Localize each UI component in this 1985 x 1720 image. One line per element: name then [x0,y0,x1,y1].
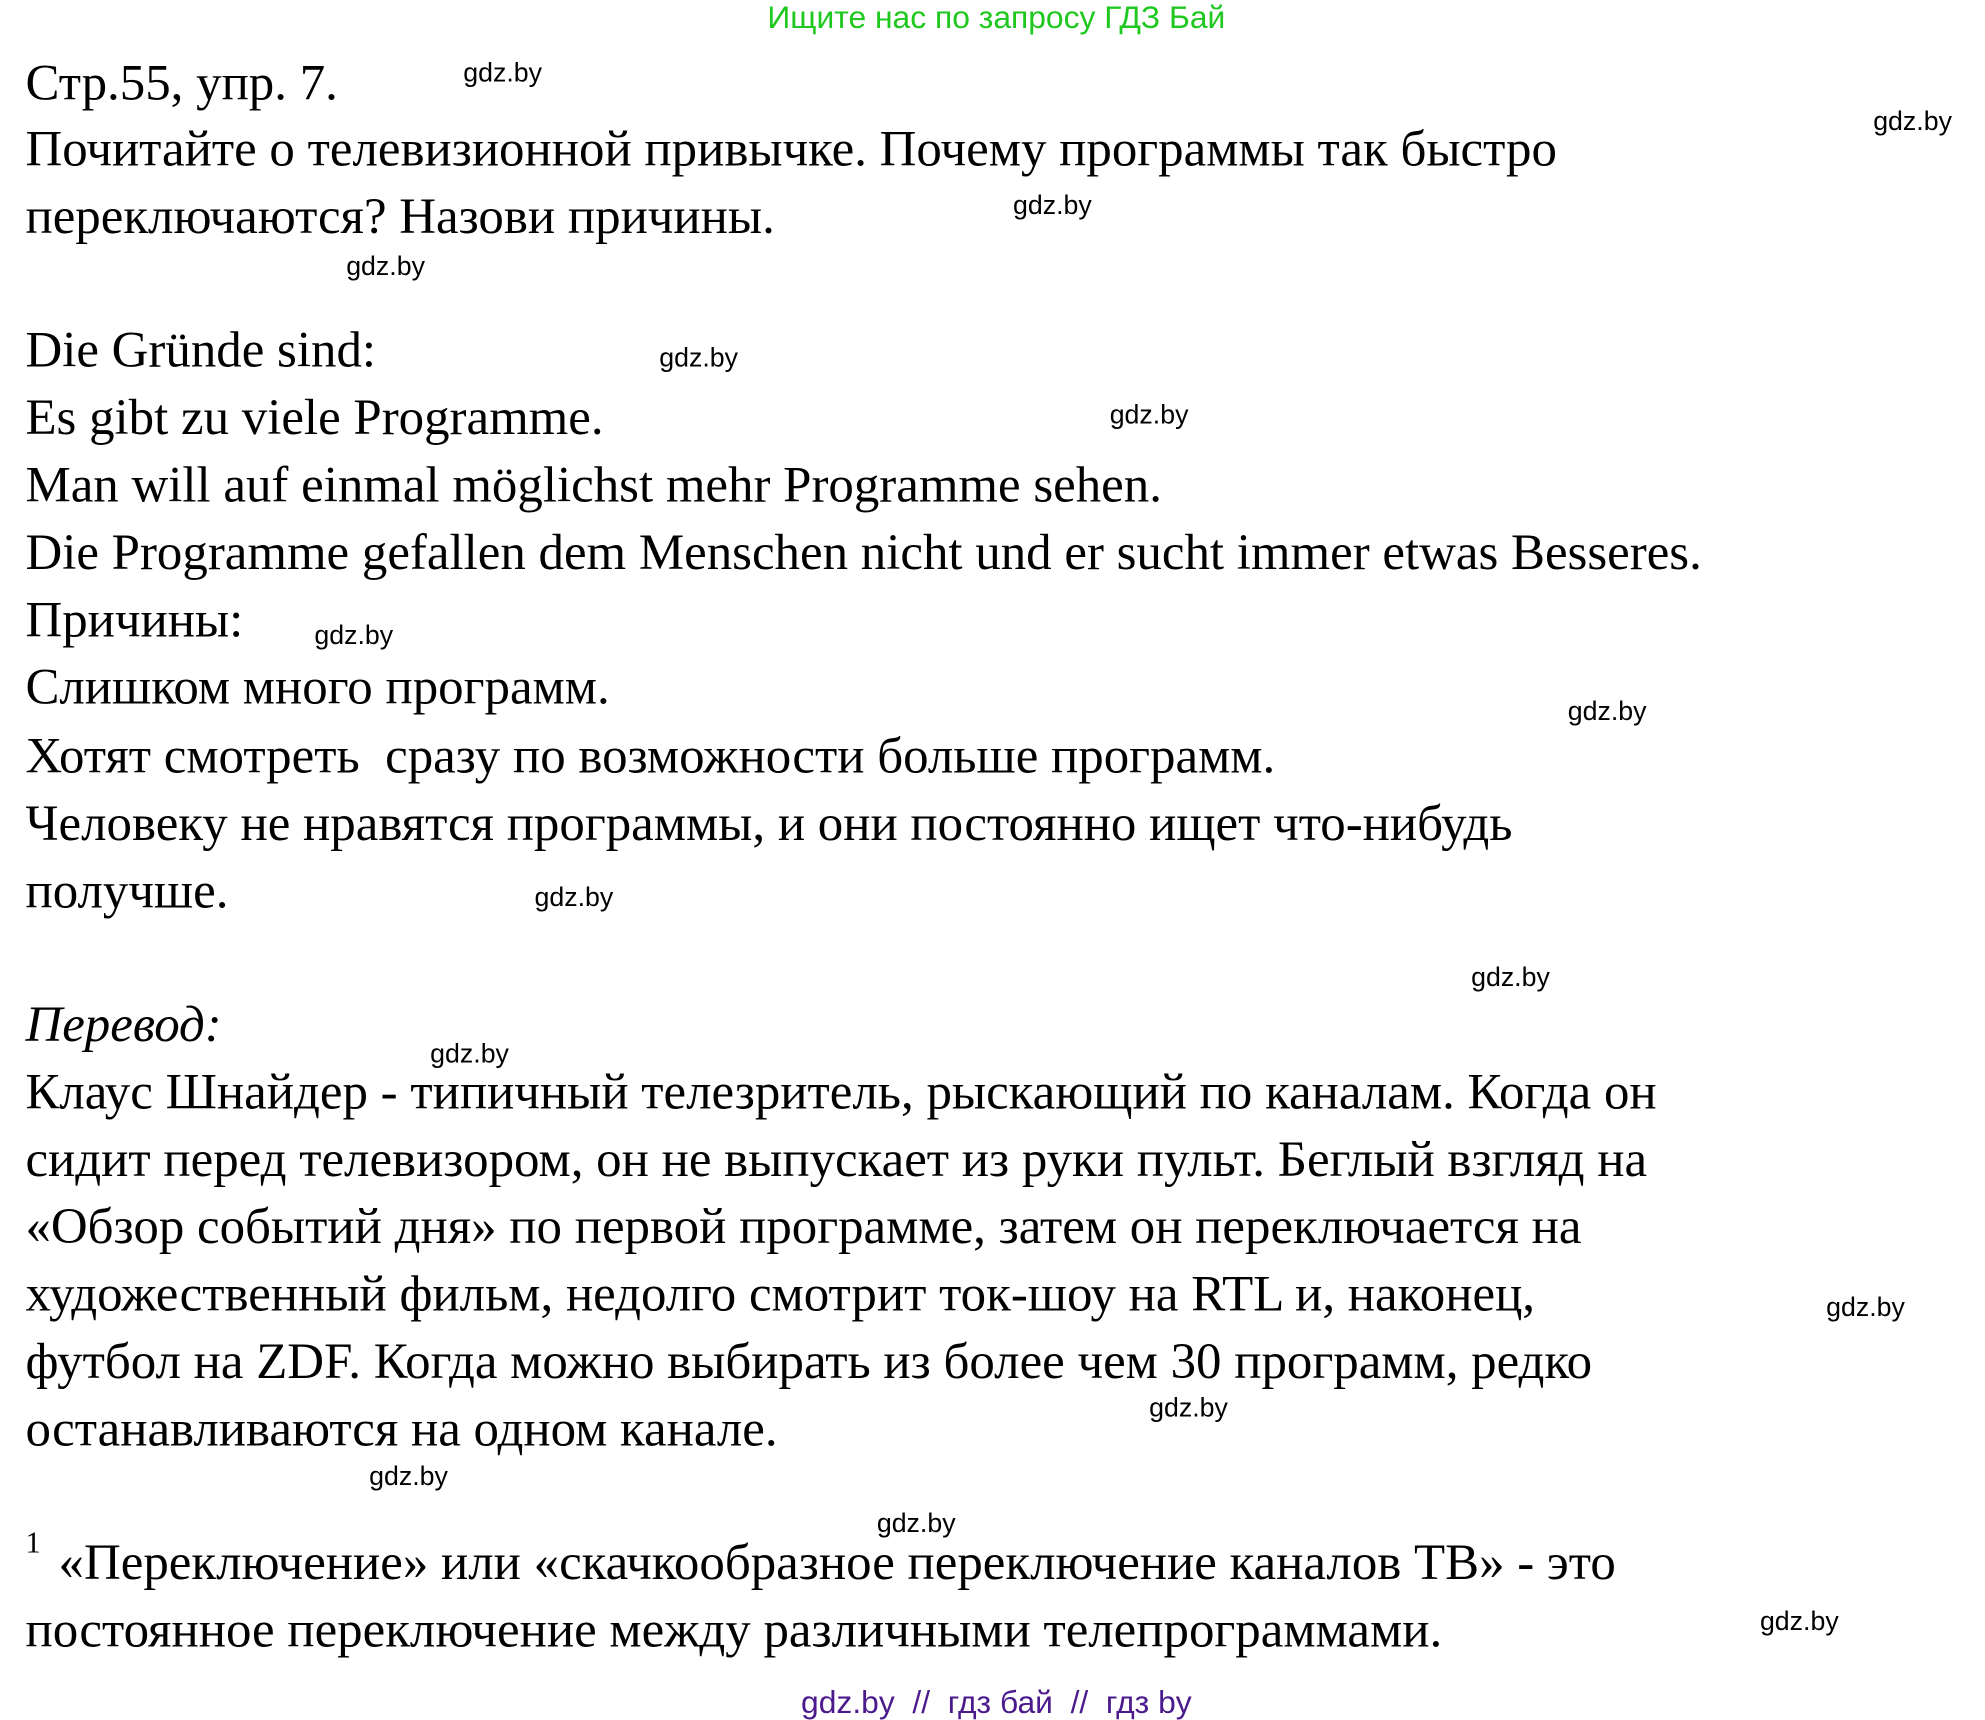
translation-line: сидит перед телевизором, он не выпускает из руки пульт. Беглый взгляд на [25,1129,1648,1188]
watermark: gdz.by [534,883,614,913]
watermark: gdz.by [463,58,543,88]
task-line: переключаются? Назови причины. [25,187,775,245]
translation-heading: Перевод: [25,995,222,1053]
footnote-line: «Переключение» или «скачкообразное переключение каналов ТВ» - это [58,1533,1616,1591]
watermark: gdz.by [430,1039,509,1069]
translation-line: художественный фильм, недолго смотрит ток-шоу на RTL и, наконец, [25,1264,1536,1323]
watermark: gdz.by [1012,190,1092,221]
german-line: Die Gründe sind: [25,320,377,378]
watermark: gdz.by [659,343,738,373]
russian-line: Хотят смотреть сразу по возможности больше программ. [25,726,1276,784]
watermark: gdz.by [1149,1393,1228,1423]
german-line: Man will auf einmal möglichst mehr Programme sehen. [25,455,1162,513]
german-line: Es gibt zu viele Programme. [25,388,604,446]
watermark: gdz.by [369,1462,448,1492]
german-line: Die Programme gefallen dem Menschen nicht und er sucht immer etwas Besseres. [25,522,1702,581]
watermark: gdz.by [314,620,394,651]
footnote-line: постоянное переключение между различными телепрограммами. [25,1600,1443,1659]
watermark: gdz.by [1873,106,1952,137]
translation-line: останавливаются на одном канале. [25,1399,778,1458]
watermark: gdz.by [1759,1607,1839,1637]
task-line: Почитайте о телевизионной привычке. Почему программы так быстро [25,119,1557,177]
translation-line: футбол на ZDF. Когда можно выбирать из более чем 30 программ, редко [25,1332,1593,1390]
header-banner: Ищите нас по запросу ГДЗ Бай [767,0,1226,36]
russian-line: Слишком много программ. [25,657,610,716]
translation-line: «Обзор событий дня» по первой программе, затем он переключается на [25,1197,1582,1255]
watermark: gdz.by [346,251,425,282]
translation-line: Клаус Шнайдер - типичный телезритель, рыскающий по каналам. Когда он [25,1062,1657,1120]
watermark: gdz.by [876,1509,956,1539]
russian-line: Причины: [25,590,244,648]
watermark: gdz.by [1109,400,1189,431]
footnote-mark: 1 [25,1527,41,1561]
watermark: gdz.by [1567,697,1647,727]
exercise-title: Стр.55, упр. 7. [25,53,338,111]
russian-line: Человеку не нравятся программы, и они постоянно ищет что-нибудь [25,794,1513,852]
watermark: gdz.by [1826,1292,1905,1323]
russian-line: получше. [25,861,229,919]
watermark: gdz.by [1471,963,1550,993]
footer-links: gdz.by // гдз бай // гдз by [801,1684,1192,1720]
